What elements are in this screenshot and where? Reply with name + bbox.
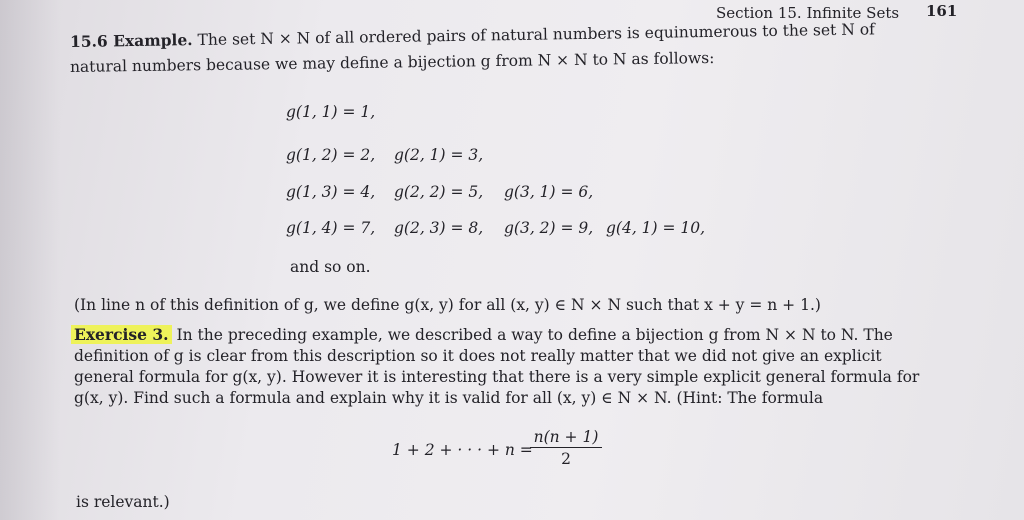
formula-fraction bbox=[530, 428, 602, 468]
formula-lhs: 1 + 2 + · · · + n = bbox=[392, 441, 533, 459]
exercise-line-2: definition of g is clear from this description so it does not really matter that we did not give an explicit bbox=[74, 347, 882, 365]
equation-row-1 bbox=[286, 103, 375, 121]
equation: g(1, 2) = 2, bbox=[286, 146, 376, 164]
page-number: 161 bbox=[926, 2, 958, 20]
exercise-line-4: g(x, y). Find such a formula and explain why it is valid for all (x, y) ∈ N × N. (Hint: The formula bbox=[74, 389, 824, 407]
equation: g(3, 1) = 6, bbox=[504, 183, 594, 201]
equation: g(3, 2) = 9, bbox=[504, 219, 594, 237]
running-head: Section 15. Infinite Sets bbox=[716, 4, 900, 22]
formula-denominator: 2 bbox=[561, 450, 571, 468]
equation: g(4, 1) = 10, bbox=[606, 219, 706, 237]
equation: g(1, 1) = 1, bbox=[286, 103, 376, 121]
example-text-1: The set N × N of all ordered pairs of natural numbers is equinumerous to the set N of bbox=[197, 20, 875, 49]
exercise-text-1: In the preceding example, we described a way to define a bijection g from N × N to N. The bbox=[176, 326, 893, 344]
equation: g(2, 1) = 3, bbox=[394, 146, 484, 164]
and-so-on: and so on. bbox=[290, 258, 371, 276]
equation-row-4 bbox=[286, 219, 705, 237]
equation: g(1, 4) = 7, bbox=[286, 219, 376, 237]
example-line-1 bbox=[70, 19, 875, 51]
example-note: (In line n of this definition of g, we define g(x, y) for all (x, y) ∈ N × N such that x + y = n + 1.) bbox=[74, 296, 821, 314]
equation-row-2 bbox=[286, 146, 483, 164]
page-shadow bbox=[0, 0, 60, 520]
exercise-closing: is relevant.) bbox=[76, 493, 170, 511]
equation: g(2, 3) = 8, bbox=[394, 219, 484, 237]
equation: g(1, 3) = 4, bbox=[286, 183, 376, 201]
exercise-line-3: general formula for g(x, y). However it is interesting that there is a very simple explicit general formula for bbox=[74, 368, 920, 386]
exercise-line-1 bbox=[74, 325, 893, 344]
equation: g(2, 2) = 5, bbox=[394, 183, 484, 201]
equation-row-3 bbox=[286, 183, 593, 201]
formula-numerator: n(n + 1) bbox=[530, 428, 602, 448]
exercise-label-highlighted: Exercise 3. bbox=[71, 325, 172, 344]
example-label: 15.6 Example. bbox=[69, 30, 193, 51]
example-line-2: natural numbers because we may define a bijection g from N × N to N as follows: bbox=[69, 49, 715, 76]
